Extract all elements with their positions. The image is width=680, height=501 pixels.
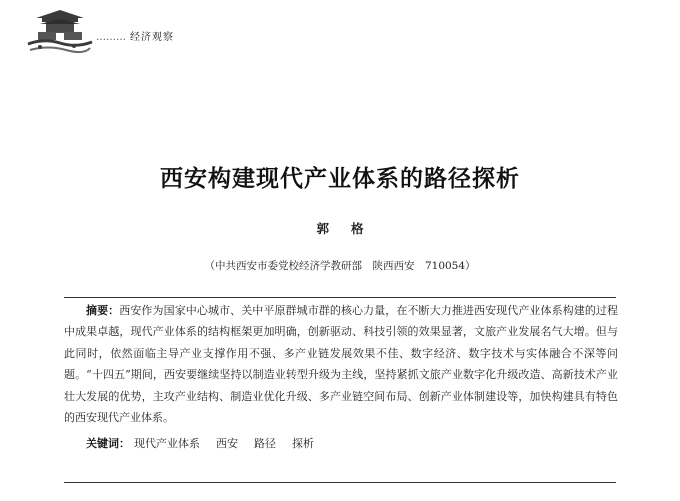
bottom-divider [64, 482, 616, 483]
author [0, 219, 680, 237]
keywords-label: 关键词： [86, 437, 130, 450]
author-given-name: 格 [351, 221, 364, 236]
affiliation: （中共西安市委党校经济学教研部 陕西西安 710054） [204, 260, 476, 272]
article-title: 西安构建现代产业体系的路径探析 [160, 165, 520, 192]
keywords [86, 435, 330, 451]
abstract [64, 300, 618, 428]
abstract-label: 摘要： [86, 304, 120, 317]
keyword: 西安 [216, 437, 238, 450]
journal-logo [26, 10, 94, 56]
author-surname: 郭 [316, 221, 329, 236]
city-gate-icon [26, 10, 94, 56]
top-divider [64, 297, 616, 298]
section-label [96, 28, 174, 43]
keyword: 路径 [254, 437, 276, 450]
keyword: 探析 [292, 437, 314, 450]
section-dots: ……… [96, 32, 126, 43]
keyword: 现代产业体系 [134, 437, 200, 450]
section-name: 经济观察 [130, 32, 174, 43]
abstract-text: 西安作为国家中心城市、关中平原群城市群的核心力量，在不断大力推进西安现代产业体系构建的过程中成果卓越，现代产业体系的结构框架更加明确，创新驱动、科技引领的效果显著，文旅产业发展名气大增。但与此同时，依然面临主导产业支撑作用不强、多产业链发展效果不佳、数字经济、数字技术与实体融合不深等问题。“十四五”期间，西安要继续坚持以制造业转型升级为主线，坚持紧抓文旅产业数字化升级改造、高新技术产业壮大发展的优势，主攻产业结构、制造业优化升级、多产业链空间布局、创新产业体制建设等，加快构建具有特色的西安现代产业体系。 [64, 304, 619, 425]
